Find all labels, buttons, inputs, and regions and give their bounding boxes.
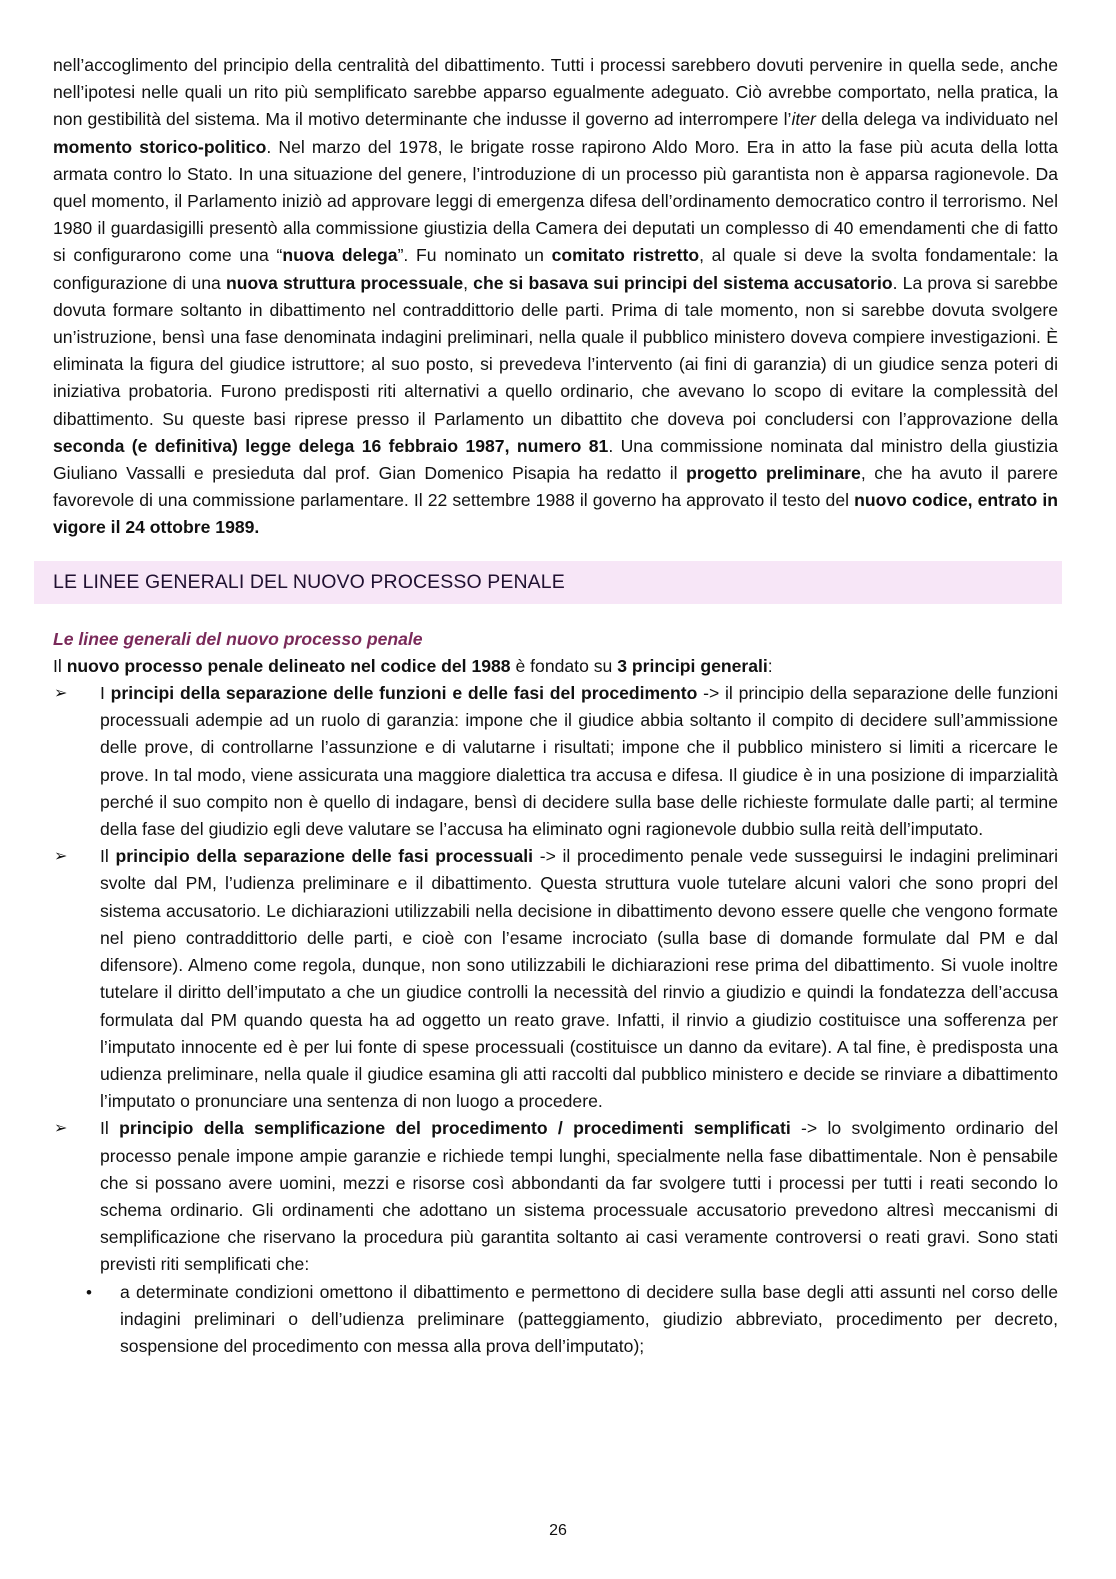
text-run: è fondato su	[510, 655, 618, 676]
section-title: LE LINEE GENERALI DEL NUOVO PROCESSO PENALE	[53, 570, 565, 593]
text-run: , che ha avuto il parere favorevole di una commissione parlamentare. Il 22 settembre 1988 il governo ha approvato il testo del	[53, 463, 1058, 511]
bold-term: nuova struttura processuale	[225, 272, 464, 293]
text-run: . Una commissione nominata dal ministro della giustizia Giuliano Vassalli e presieduta dal prof. Gian Domenico Pisapia ha redatto il	[53, 435, 1058, 484]
bold-term: nuova delega	[282, 245, 398, 266]
bold-term: seconda (e definitiva) legge delega 16 febbraio 1987, numero 81	[53, 435, 609, 456]
text-run: Il	[100, 846, 116, 867]
bold-term: 3 principi generali	[617, 655, 768, 676]
bold-term: comitato ristretto	[551, 245, 700, 266]
italic-term: iter	[791, 109, 816, 130]
text-run: della delega va individuato nel	[815, 109, 1058, 130]
bold-term: progetto preliminare	[686, 463, 861, 484]
principles-list	[53, 680, 1058, 1278]
text-run: a determinate condizioni omettono il dibattimento e permettono di decidere sulla base degli atti assunti nel corso delle indagini preliminari o dell’udienza preliminare (patteggiamento, giudizio abbreviato, procedimento per decreto, sospensione del procedimento con messa alla prova dell’imputato);	[120, 1281, 1058, 1356]
text-run: nell’accoglimento del principio della centralità del dibattimento. Tutti i processi sarebbero dovuti pervenire in quella sede, anche nell’ipotesi nelle quali un rito più semplificato sarebbe apparso egualmente adeguato. Ciò avrebbe comportato, nella pratica, la non gestibilità del sistema. Ma il motivo determinante che indusse il governo ad interrompere l’	[53, 55, 1058, 130]
subheading: Le linee generali del nuovo processo penale	[53, 628, 423, 649]
bullet-dot-icon: •	[86, 1282, 92, 1302]
text-run: Il	[100, 1118, 120, 1139]
section-heading-band	[34, 561, 1062, 604]
text-run: -> il principio della separazione delle funzioni processuali adempie ad un ruolo di garanzia: impone che il giudice abbia soltanto il compito di decidere sull’ammissione delle prove, di controllarne l’assunzione e di valutarne i risultati; impone che il pubblico ministero si limiti a ricercare le prove. In tal modo, viene assicurata una maggiore dialettica tra accusa e difesa. Il giudice è in una posizione di imparzialità perché il suo compito non è quello di indagare, bensì di decidere sulla base delle richieste formulate dalle parti; al termine della fase del giudizio egli deve valutare se l’accusa ha eliminato ogni ragionevole dubbio sulla reità dell’imputato.	[100, 683, 1058, 840]
intro-paragraph	[53, 52, 1058, 542]
arrow-bullet-icon: ➢	[54, 1120, 68, 1138]
list-item	[53, 843, 1058, 1115]
bold-term: nuovo codice, entrato in vigore il 24 ottobre 1989.	[53, 490, 1058, 538]
text-run: -> il procedimento penale vede susseguirsi le indagini preliminari svolte dal PM, l’udienza preliminare e il dibattimento. Questa struttura vuole tutelare alcuni valori che sono propri del sistema accusatorio. Le dichiarazioni utilizzabili nella decisione in dibattimento devono essere quelle che vengono formate nel pieno contraddittorio delle parti, e cioè con l’esame incrociato (sulla base di domande formulate dal PM e dal difensore). Almeno come regola, dunque, non sono utilizzabili le dichiarazioni rese prima del dibattimento. Si vuole inoltre tutelare il diritto dell’imputato a che un giudice controlli la necessità del rinvio a giudizio e quindi la fondatezza dell’accusa formulata dal PM quando questa ha ad oggetto un reato grave. Infatti, il rinvio a giudizio costituisce una sofferenza per l’imputato innocente ed è per lui fonte di spese processuali (costituisce un danno da evitare). A tal fine, è predisposta una udienza preliminare, nella quale il giudice esamina gli atti raccolti dal pubblico ministero e decide se rinviare a dibattimento l’imputato o pronunciare una sentenza di non luogo a procedere.	[100, 846, 1059, 1112]
bold-term: principio della separazione delle fasi processuali	[115, 846, 534, 867]
text-run: Il	[53, 655, 67, 676]
document-page	[53, 52, 1058, 1360]
arrow-bullet-icon: ➢	[54, 685, 68, 703]
semplified-rites-list	[53, 1279, 1058, 1361]
text-run: , al quale si deve la svolta fondamentale: la configurazione di una	[53, 245, 1058, 293]
lead-sentence	[53, 653, 1058, 680]
bold-term: momento storico-politico	[53, 136, 267, 157]
page-number: 26	[549, 1522, 567, 1539]
list-item	[53, 1115, 1058, 1278]
text-run: ”. Fu nominato un	[397, 245, 552, 266]
bold-term: principi della separazione delle funzioni e delle fasi del procedimento	[110, 683, 698, 704]
text-run: . La prova si sarebbe dovuta formare soltanto in dibattimento nel contraddittorio delle parti. Prima di tale momento, non si sarebbe dovuta svolgere un’istruzione, bensì una fase denominata indagini preliminari, nella quale il pubblico ministero doveva compiere investigazioni. È eliminata la figura del giudice istruttore; al suo posto, si prevedeva l’intervento (ai fini di garanzia) di un giudice senza poteri di iniziativa probatoria. Furono predisposti riti alternativi a quello ordinario, che avevano lo scopo di evitare la complessità del dibattimento. Su queste basi riprese presso il Parlamento un dibattito che doveva poi concludersi con l’approvazione della	[53, 272, 1058, 429]
bold-term: principio della semplificazione del procedimento / procedimenti semplificati	[119, 1118, 791, 1139]
list-item	[53, 680, 1058, 843]
text-run: :	[767, 655, 773, 676]
text-run: I	[100, 683, 111, 704]
sub-list-item	[53, 1279, 1058, 1361]
bold-term: che si basava sui principi del sistema accusatorio	[473, 272, 893, 293]
text-run: ,	[463, 272, 474, 293]
bold-term: nuovo processo penale delineato nel codice del 1988	[66, 655, 511, 676]
text-run: . Nel marzo del 1978, le brigate rosse rapirono Aldo Moro. Era in atto la fase più acuta della lotta armata contro lo Stato. In una situazione del genere, l’introduzione di un processo più garantista non è apparsa ragionevole. Da quel momento, il Parlamento iniziò ad approvare leggi di emergenza difesa dell’ordinamento democratico contro il terrorismo. Nel 1980 il guardasigilli presentò alla commissione giustizia della Camera dei deputati un complesso di 40 emendamenti che di fatto si configurarono come una “	[53, 136, 1059, 266]
text-run: -> lo svolgimento ordinario del processo penale impone ampie garanzie e richiede tempi lunghi, specialmente nella fase dibattimentale. Non è pensabile che si possano avere uomini, mezzi e risorse così abbondanti da far svolgere tutti i processi per tutti i reati secondo lo schema ordinario. Gli ordinamenti che adottano un sistema processuale accusatorio prevedono altresì meccanismi di semplificazione che riservano la procedura più garantita soltanto ai casi veramente controversi o reati gravi. Sono stati previsti riti semplificati che:	[100, 1118, 1058, 1275]
arrow-bullet-icon: ➢	[54, 848, 68, 866]
